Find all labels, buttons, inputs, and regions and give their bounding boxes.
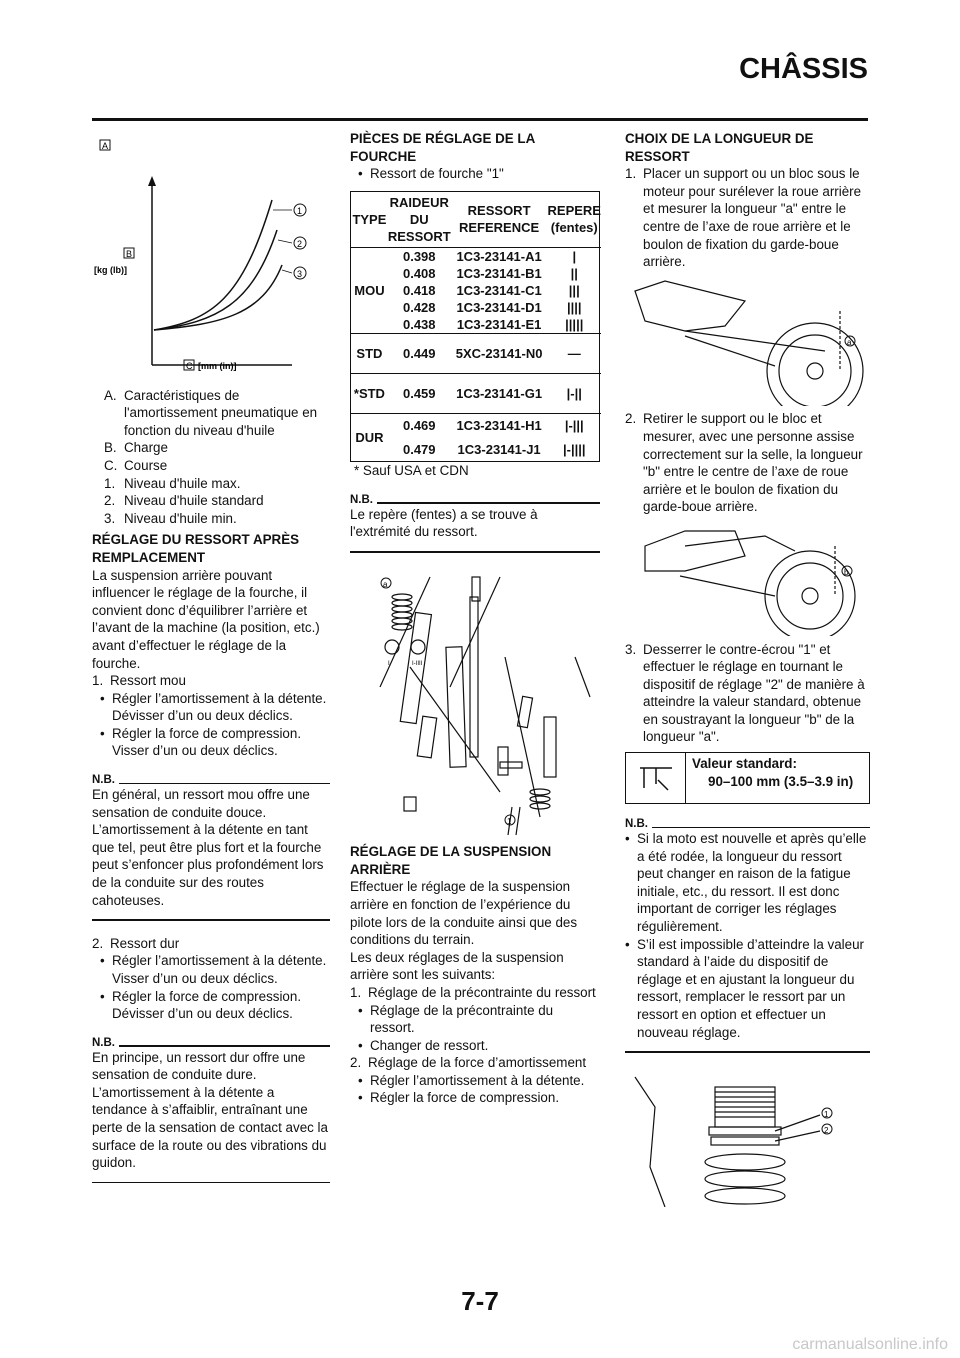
table-header: RAIDEUR DU RESSORT — [388, 192, 451, 248]
bullet-item: • Si la moto est nouvelle et après qu’elle a été rodée, la longueur du ressort peut changer en raison de la fatigue initiale, etc., du ressort. Il est donc important de corriger les réglages régulièrement. — [625, 831, 867, 935]
watermark: carmanualsonline.info — [792, 1336, 948, 1353]
curve-min — [154, 265, 282, 330]
column-left — [92, 130, 330, 1197]
table-row: STD 0.449 5XC-23141-N0 — — [351, 333, 601, 373]
table-row: MOU 0.398 1C3-23141-A1 | — [351, 247, 601, 265]
bullet-item: • Régler la force de compression. — [358, 1090, 560, 1106]
section-heading-fork-parts: PIÈCES DE RÉGLAGE DE LA FOURCHE — [350, 131, 535, 164]
legend-item: B. Charge — [104, 440, 168, 456]
graph-label-b: B — [126, 249, 133, 259]
table-header: RESSORT REFERENCE — [451, 192, 548, 248]
fig-a-label: a — [847, 337, 852, 347]
step-hard-spring: 2. Ressort dur — [92, 935, 180, 951]
fig3-label-2: 2 — [824, 1125, 829, 1135]
fork-fig-label-a: a — [383, 579, 388, 589]
header-rule — [92, 118, 868, 121]
page-number: 7-7 — [461, 1286, 499, 1316]
step-measure-a: 1. Placer un support ou un bloc sous le moteur pour surélever la roue arrière et mesurer la longueur "a" entre le centre de l’axe de roue arrière et le boulon de fixation du garde-boue arrière. — [625, 166, 862, 270]
step-measure-b: 2. Retirer le support ou le bloc et mesurer, avec une personne assise correctement sur la selle, la longueur "b" entre le centre de l’axe de roue arrière et le boulon de fixation du garde-boue arrière. — [625, 411, 863, 515]
standard-value: 90–100 mm (3.5–3.9 in) — [708, 773, 854, 789]
table-header: REPERE (fentes) — [548, 192, 601, 248]
table-row: DUR 0.469 1C3-23141-H1 |-||| — [355, 418, 584, 446]
rear-wheel-figure-a — [625, 271, 870, 406]
column-middle — [350, 130, 600, 1107]
bullet-item: • Changer de ressort. — [358, 1037, 489, 1053]
fork-fig-label-1: 1 — [507, 816, 512, 826]
oil-level-graph — [92, 130, 330, 376]
section-heading-spring-length: CHOIX DE LA LONGUEUR DE RESSORT — [625, 131, 814, 164]
rear-p2: Les deux réglages de la suspension arrière sont les suivants: — [350, 949, 564, 983]
bullet-item: • S’il est impossible d’atteindre la valeur standard à l’aide du dispositif de réglage et en ajustant la longueur du ressort, remplacer le ressort par un ressort en option et effectuer un nouveau réglage. — [625, 936, 865, 1040]
column-right — [625, 130, 870, 1211]
table-row: 0.418 1C3-23141-C1 ||| — [402, 282, 580, 298]
step-soft-spring: 1. Ressort mou — [92, 673, 186, 689]
curve-max — [154, 200, 272, 330]
table-footnote: * Sauf USA et CDN — [354, 463, 469, 479]
bullet-item: • Régler l’amortissement à la détente. Dévisser d’un ou deux déclics. — [100, 690, 327, 724]
curve-standard — [154, 230, 277, 330]
step-damping: 2. Réglage de la force d’amortissement — [350, 1055, 587, 1071]
graph-label-a: A — [102, 141, 109, 151]
spring-adjust-intro: La suspension arrière pouvant influencer le réglage de la fourche, il convient donc d’équilibrer l’arrière et l’avant de la machine (la position, etc.) avant d’effectuer le réglage de la fourche. — [92, 567, 320, 671]
note-hard-spring: N.B. En principe, un ressort dur offre une sensation de conduite dure. L’amortissement à la détente a tendance à s’affaiblir, entraînant une perte de la sensation de contact avec la surface de la route ou des vibrations du guidon. — [92, 1037, 330, 1184]
shock-adjuster-figure — [625, 1067, 870, 1207]
graph-legend — [92, 387, 330, 528]
legend-item: A. Caractéristiques de l'amortissement pneumatique en fonction du niveau d'huile — [104, 387, 318, 438]
section-heading-rear-suspension: RÉGLAGE DE LA SUSPENSION ARRIÈRE — [350, 844, 552, 877]
fig-b-label: b — [844, 567, 849, 577]
bullet-item: • Régler la force de compression. Visser d’un ou deux déclics. — [100, 725, 302, 759]
table-row: *STD 0.459 1C3-23141-G1 |-|| — [351, 373, 601, 413]
graph-x-unit: [mm (in)] — [198, 361, 237, 371]
legend-item: 1. Niveau d'huile max. — [104, 475, 241, 491]
page-title: CHÂSSIS — [739, 53, 868, 85]
table-header: TYPE — [351, 192, 388, 248]
table-row: 0.438 1C3-23141-E1 ||||| — [351, 316, 601, 334]
table-row: 0.479 1C3-23141-J1 |-|||| — [402, 441, 586, 457]
graph-curve-3-label: 3 — [297, 269, 303, 279]
standard-value-label: Valeur standard: — [692, 756, 797, 772]
graph-curve-1-label: 1 — [297, 206, 303, 216]
legend-item: 3. Niveau d'huile min. — [104, 510, 237, 526]
graph-y-unit: [kg (lb)] — [94, 265, 127, 275]
bullet-item: • Réglage de la précontrainte du ressort. — [358, 1002, 554, 1036]
legend-item: C. Course — [104, 457, 168, 473]
fork-exploded-diagram — [350, 567, 600, 839]
graph-curve-2-label: 2 — [297, 239, 303, 249]
step-preload: 1. Réglage de la précontrainte du ressort — [350, 984, 596, 1000]
bullet-item: • Régler la force de compression. Dévisser d’un ou deux déclics. — [100, 988, 302, 1022]
bullet-item: • Ressort de fourche "1" — [358, 166, 504, 182]
note-soft-spring: N.B. En général, un ressort mou offre une sensation de conduite douce. L’amortissement à la détente en tant que tel, peut être plus fort et la fourche peut s’enfoncer plus profondément lors de la conduite sur des routes cahoteuses. — [92, 774, 330, 921]
standard-value-box — [625, 752, 870, 804]
section-heading-spring-adjust: RÉGLAGE DU RESSORT APRÈS REMPLACEMENT — [92, 532, 300, 565]
fork-fig-mark-iiii: I-IIII — [412, 660, 423, 667]
graph-label-c: C — [186, 361, 193, 371]
bullet-item: • Régler l’amortissement à la détente. — [358, 1072, 585, 1088]
note-spring-length: N.B. • Si la moto est nouvelle et après qu’elle a été rodée, la longueur du ressort peut changer en raison de la fatigue initiale, etc., du ressort. Il est donc important de corriger les réglages régulièrement. • S’il est impossible d’atteindre la valeur standard à l’aide du dispositif de réglage et en ajustant la longueur du ressort, remplacer le ressort par un ressort en option et effectuer un nouveau réglage. — [625, 818, 870, 1053]
bullet-item: • Régler l’amortissement à la détente. Visser d’un ou deux déclics. — [100, 953, 327, 986]
caliper-icon — [626, 753, 686, 803]
spring-table — [350, 191, 600, 463]
rear-p1: Effectuer le réglage de la suspension arrière en fonction de l’expérience du pilote lors de la conduite ainsi que des conditions du terrain. — [350, 879, 578, 948]
note-fork-mark: N.B. Le repère (fentes) a se trouve à l'extrémité du ressort. — [350, 494, 600, 553]
table-row: 0.408 1C3-23141-B1 || — [402, 265, 578, 281]
table-row: 0.428 1C3-23141-D1 |||| — [402, 299, 582, 315]
step-adjust: 3. Desserrer le contre-écrou "1" et effectuer le réglage en tournant le dispositif de réglage "2" de manière à atteindre la valeur standard, obtenue en soustrayant la longueur "b" de la longueur "a". — [625, 641, 865, 745]
legend-item: 2. Niveau d'huile standard — [104, 493, 264, 509]
rear-wheel-figure-b — [625, 516, 870, 636]
fork-fig-mark-i: I — [388, 660, 390, 667]
fig3-label-1: 1 — [824, 1109, 829, 1119]
